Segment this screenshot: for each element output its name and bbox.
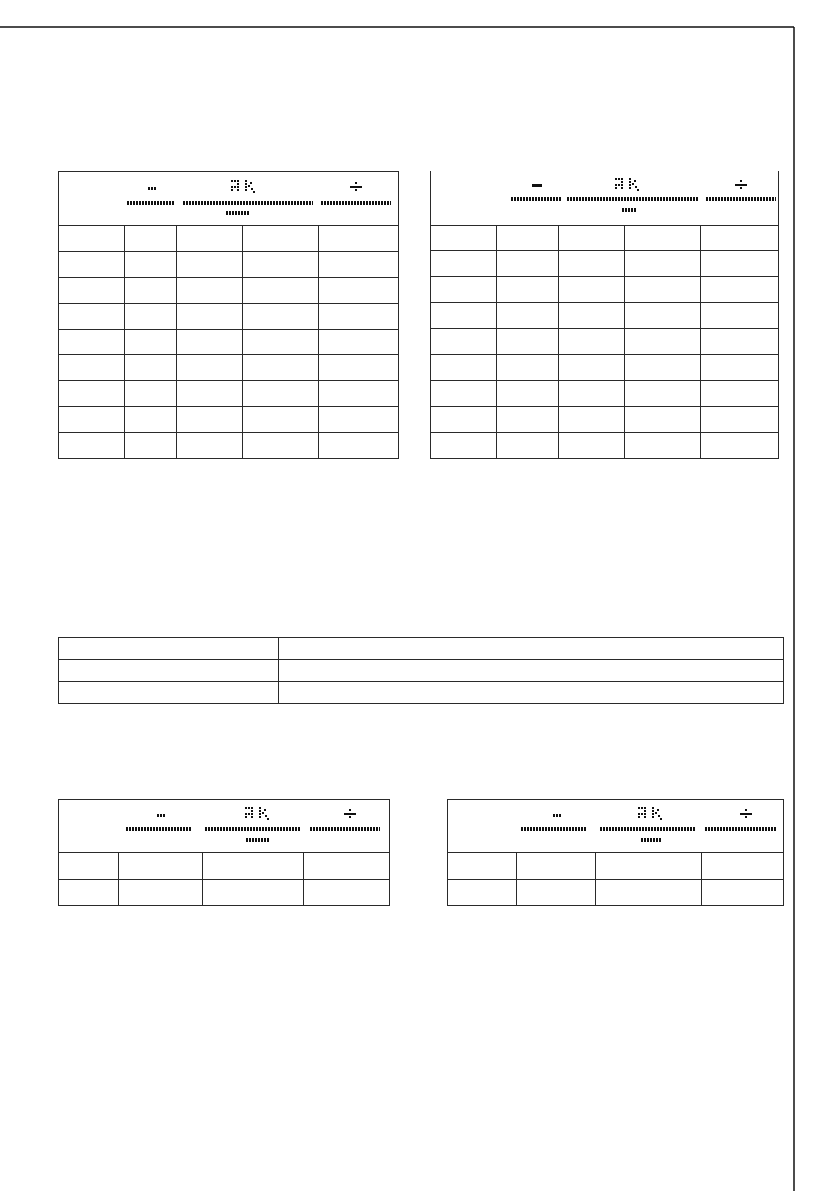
table-row [59,329,399,355]
table-row [59,879,390,906]
table-row [431,225,779,251]
table-row [431,355,779,381]
table-row [59,660,784,682]
table-d-header-glyph-2 [245,807,269,819]
table-row [59,407,399,433]
table-e-header-label-1 [521,827,587,831]
table-e-header [448,800,784,853]
table-b-header-label-2b [622,208,636,212]
table-a [58,171,398,459]
table-d-header-label-1 [126,827,192,831]
table-row [431,329,779,355]
table-e-header-glyph-2 [638,807,662,819]
table-row [431,433,779,459]
table-row [59,433,399,459]
table-b-header-label-2 [567,197,699,201]
table-d-header-row [59,800,390,853]
table-row [431,303,779,329]
table-d-header-label-2 [205,827,301,831]
table-row [59,251,399,277]
table-e-header-label-2b [641,838,661,842]
table-row [59,226,399,252]
table-b-header-label-1 [511,197,561,201]
table-b-header [431,171,779,225]
table-e-header-glyph-3 [740,809,752,818]
table-b [430,171,778,459]
table-d [58,799,389,906]
table-a-header-label-1 [127,201,175,205]
table-e-header-label-2 [600,827,696,831]
table-b-header-row [431,171,779,225]
table-row [59,277,399,303]
table-d-header [59,800,390,853]
table-b-header-glyph-1 [532,184,542,187]
table-d-header-glyph-3 [344,809,356,818]
table-row [431,277,779,303]
table-row [59,853,390,880]
table-row [59,638,784,660]
table-a-header-glyph-1 [148,187,157,190]
table-a-header-label-2b [226,211,250,215]
table-e-header-glyph-1 [553,814,562,817]
table-e-header-row [448,800,784,853]
table-d-header-label-3 [310,827,380,831]
table-a-header-label-3 [321,201,391,205]
table-b-grid [430,171,779,459]
table-row [431,407,779,433]
table-row [431,381,779,407]
table-b-header-glyph-3 [735,180,747,189]
table-c-grid [58,637,784,704]
table-e-grid [447,799,784,906]
table-d-header-glyph-1 [157,814,166,817]
table-a-header-glyph-2 [231,180,255,192]
table-row [448,853,784,880]
table-row [431,251,779,277]
table-row [448,879,784,906]
table-b-header-label-3 [706,197,776,201]
table-b-header-glyph-2 [615,178,639,190]
table-row [59,355,399,381]
table-d-header-label-2b [246,838,270,842]
table-a-header [59,172,399,226]
table-a-header-glyph-3 [350,182,362,191]
table-a-header-label-2 [183,201,313,205]
table-c [58,637,783,704]
table-a-header-row [59,172,399,226]
table-e [447,799,783,906]
table-row [59,303,399,329]
table-d-grid [58,799,390,906]
table-row [59,682,784,704]
table-row [59,381,399,407]
table-e-header-label-3 [705,827,777,831]
table-a-grid [58,171,399,459]
